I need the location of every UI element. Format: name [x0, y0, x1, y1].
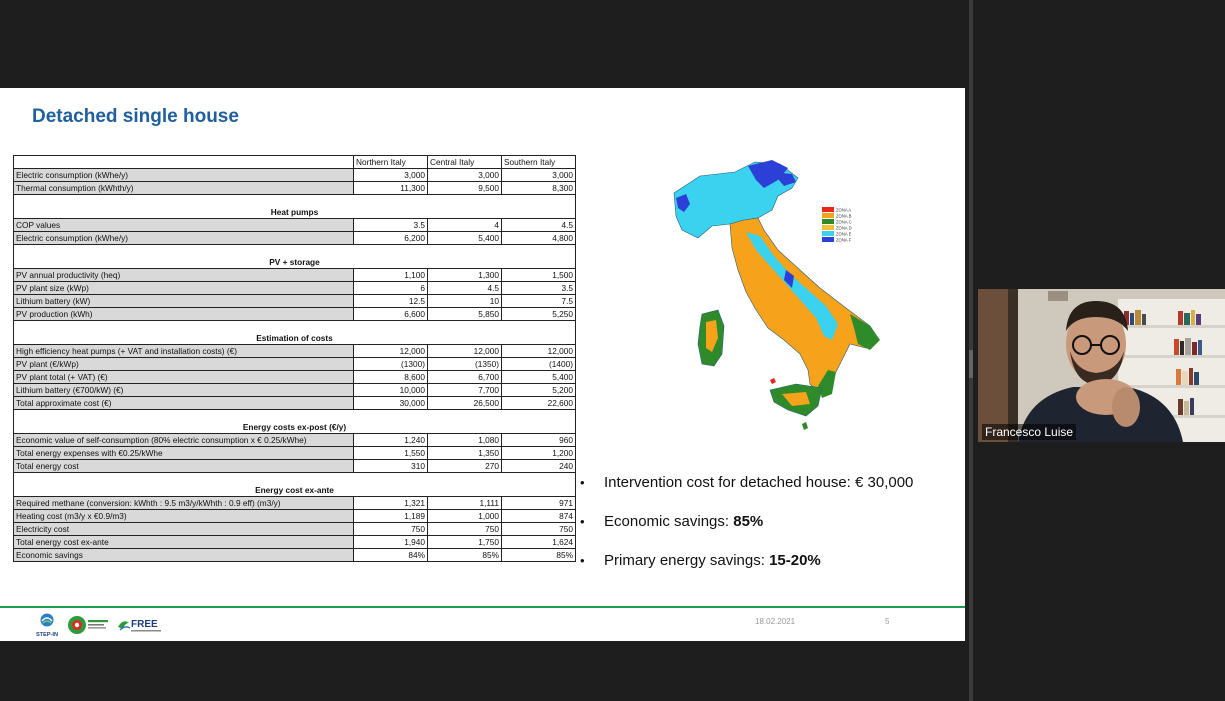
table-cell: 874 [502, 510, 576, 523]
table-cell: 5,850 [428, 308, 502, 321]
table-row-label: Electricity cost [14, 523, 354, 536]
table-cell: 1,100 [354, 269, 428, 282]
bullet-dot-icon: • [580, 553, 585, 568]
table-section-title: Energy cost ex-ante [14, 484, 576, 497]
table-spacer-cell [14, 195, 576, 207]
table-row-label: Total energy cost [14, 460, 354, 473]
table-cell: 12,000 [354, 345, 428, 358]
slide-page-number: 5 [885, 617, 890, 626]
table-row-label: PV plant (€/kWp) [14, 358, 354, 371]
table-row [14, 232, 576, 245]
ecosud-logo [67, 614, 111, 636]
table-cell: (1400) [502, 358, 576, 371]
free-logo [115, 615, 165, 635]
bullet-prefix: Primary energy savings: [604, 552, 770, 569]
table-cell: 8,300 [502, 182, 576, 195]
table-row-label: Total energy cost ex-ante [14, 536, 354, 549]
bullet-prefix: Economic savings: [604, 513, 734, 530]
bullet-text: Intervention cost for detached house: € 30,000 [604, 474, 914, 491]
table-cell: 750 [428, 523, 502, 536]
table-cell: 1,350 [428, 447, 502, 460]
table-row [14, 460, 576, 473]
table-cell: 4.5 [502, 219, 576, 232]
table-spacer-row [14, 473, 576, 485]
participant-video-feed [978, 289, 1225, 442]
table-section-row [14, 421, 576, 434]
table-cell: 11,300 [354, 182, 428, 195]
table-section-row [14, 332, 576, 345]
table-cell: 1,940 [354, 536, 428, 549]
table-cell: 1,200 [502, 447, 576, 460]
table-cell: 1,240 [354, 434, 428, 447]
table-cell: 7.5 [502, 295, 576, 308]
table-row [14, 308, 576, 321]
table-row-label: High efficiency heat pumps (+ VAT and installation costs) (€) [14, 345, 354, 358]
table-cell: 84% [354, 549, 428, 562]
table-section-title: Energy costs ex-post (€/y) [14, 421, 576, 434]
table-cell: (1350) [428, 358, 502, 371]
table-spacer-row [14, 410, 576, 422]
table-row [14, 497, 576, 510]
table-row-label: Electric consumption (kWhe/y) [14, 169, 354, 182]
table-cell: 3,000 [502, 169, 576, 182]
table-row [14, 282, 576, 295]
table-cell: 4 [428, 219, 502, 232]
table-spacer-row [14, 195, 576, 207]
table-row [14, 384, 576, 397]
table-cell: 5,250 [502, 308, 576, 321]
map-zone-peninsula [730, 218, 878, 394]
table-row-label: PV annual productivity (heq) [14, 269, 354, 282]
bullet-value: 85% [733, 513, 764, 530]
table-row [14, 295, 576, 308]
table-cell: 750 [354, 523, 428, 536]
table-row-label: Required methane (conversion: kWhth : 9.5 m3/y/kWhth : 0.9 eff) (m3/y) [14, 497, 354, 510]
legend-zona-c: ZONA C [836, 219, 852, 225]
map-islet [802, 422, 808, 430]
table-cell: 3,000 [428, 169, 502, 182]
table-cell: 6,600 [354, 308, 428, 321]
table-row [14, 549, 576, 562]
table-row-label: Economic savings [14, 549, 354, 562]
table-row-label: Thermal consumption (kWhth/y) [14, 182, 354, 195]
table-cell: 12,000 [428, 345, 502, 358]
table-row [14, 169, 576, 182]
table-section-row [14, 256, 576, 269]
table-cell: 3.5 [502, 282, 576, 295]
legend-zona-e: ZONA E [836, 231, 852, 237]
table-section-row [14, 206, 576, 219]
table-spacer-row [14, 245, 576, 257]
table-cell: 4,800 [502, 232, 576, 245]
table-header-row [14, 156, 576, 169]
table-section-title: Heat pumps [14, 206, 576, 219]
table-cell: 6,700 [428, 371, 502, 384]
table-cell: 6 [354, 282, 428, 295]
table-cell: 1,500 [502, 269, 576, 282]
table-row [14, 434, 576, 447]
footer-divider [0, 606, 965, 608]
table-row [14, 371, 576, 384]
table-cell: 85% [502, 549, 576, 562]
table-header-blank [14, 156, 354, 169]
table-row [14, 219, 576, 232]
table-row [14, 447, 576, 460]
table-cell: 22,600 [502, 397, 576, 410]
table-spacer-cell [14, 321, 576, 333]
table-cell: 30,000 [354, 397, 428, 410]
table-cell: 960 [502, 434, 576, 447]
table-cell: 26,500 [428, 397, 502, 410]
step-in-logo [32, 612, 62, 638]
table-cell: 240 [502, 460, 576, 473]
table-cell: 1,750 [428, 536, 502, 549]
logo-free-text: FREE [131, 619, 158, 630]
table-row [14, 345, 576, 358]
table-row-label: PV plant size (kWp) [14, 282, 354, 295]
map-legend [822, 207, 852, 243]
slide-title: Detached single house [32, 106, 239, 127]
table-spacer-row [14, 321, 576, 333]
table-cell: 310 [354, 460, 428, 473]
table-cell: 6,200 [354, 232, 428, 245]
participant-video-tile[interactable] [978, 289, 1225, 442]
table-cell: 8,600 [354, 371, 428, 384]
table-row-label: COP values [14, 219, 354, 232]
table-cell: 4.5 [428, 282, 502, 295]
legend-zona-a: ZONA A [836, 207, 852, 213]
table-cell: 1,000 [428, 510, 502, 523]
table-row [14, 358, 576, 371]
table-cell: 1,189 [354, 510, 428, 523]
table-spacer-cell [14, 245, 576, 257]
map-islet-north [770, 378, 776, 384]
legend-zona-d: ZONA D [836, 225, 852, 231]
table-row-label: Total approximate cost (€) [14, 397, 354, 410]
table-section-title: Estimation of costs [14, 332, 576, 345]
table-cell: 3,000 [354, 169, 428, 182]
table-row-label: Lithium battery (kW) [14, 295, 354, 308]
table-cell: 1,080 [428, 434, 502, 447]
bullet-economic-savings [580, 512, 913, 551]
bullet-dot-icon: • [580, 475, 585, 490]
table-row [14, 397, 576, 410]
italy-climate-zone-map [660, 158, 890, 433]
table-cell: 1,111 [428, 497, 502, 510]
cost-comparison-table [13, 155, 576, 562]
table-row [14, 269, 576, 282]
table-row [14, 510, 576, 523]
table-cell: 10 [428, 295, 502, 308]
table-row-label: Total energy expenses with €0.25/kWhe [14, 447, 354, 460]
meeting-top-bar [0, 0, 970, 88]
table-column-header: Southern Italy [502, 156, 576, 169]
table-column-header: Central Italy [428, 156, 502, 169]
table-cell: 12.5 [354, 295, 428, 308]
table-cell: 1,321 [354, 497, 428, 510]
table-cell: 1,550 [354, 447, 428, 460]
table-cell: 9,500 [428, 182, 502, 195]
table-cell: (1300) [354, 358, 428, 371]
table-row-label: Lithium battery (€700/kW) (€) [14, 384, 354, 397]
table-column-header: Northern Italy [354, 156, 428, 169]
table-cell: 5,200 [502, 384, 576, 397]
table-section-title: PV + storage [14, 256, 576, 269]
table-cell: 270 [428, 460, 502, 473]
table-cell: 750 [502, 523, 576, 536]
table-spacer-cell [14, 473, 576, 485]
bullet-primary-energy-savings [580, 551, 913, 590]
table-cell: 3.5 [354, 219, 428, 232]
logo-stepin-text: STEP-IN [35, 632, 59, 638]
participant-name-label: Francesco Luise [982, 424, 1076, 440]
table-row-label: PV production (kWh) [14, 308, 354, 321]
legend-zona-b: ZONA B [836, 213, 852, 219]
bullet-value: 15-20% [769, 552, 821, 569]
table-section-row [14, 484, 576, 497]
table-row [14, 182, 576, 195]
table-cell: 7,700 [428, 384, 502, 397]
table-row-label: Economic value of self-consumption (80% electric consumption x € 0.25/kWhe) [14, 434, 354, 447]
table-cell: 12,000 [502, 345, 576, 358]
table-row [14, 536, 576, 549]
table-spacer-cell [14, 410, 576, 422]
table-cell: 5,400 [502, 371, 576, 384]
table-cell: 1,624 [502, 536, 576, 549]
shared-slide [0, 88, 965, 641]
table-row [14, 523, 576, 536]
table-row-label: Electric consumption (kWhe/y) [14, 232, 354, 245]
table-cell: 10,000 [354, 384, 428, 397]
slide-date: 18.02.2021 [755, 617, 796, 626]
table-cell: 971 [502, 497, 576, 510]
bullet-intervention-cost [580, 473, 913, 512]
legend-zona-f: ZONA F [836, 237, 852, 243]
table-cell: 5,400 [428, 232, 502, 245]
table-cell: 85% [428, 549, 502, 562]
key-figures-list [580, 473, 913, 590]
table-cell: 1,300 [428, 269, 502, 282]
bullet-dot-icon: • [580, 514, 585, 529]
table-row-label: PV plant total (+ VAT) (€) [14, 371, 354, 384]
table-row-label: Heating cost (m3/y x €0.9/m3) [14, 510, 354, 523]
